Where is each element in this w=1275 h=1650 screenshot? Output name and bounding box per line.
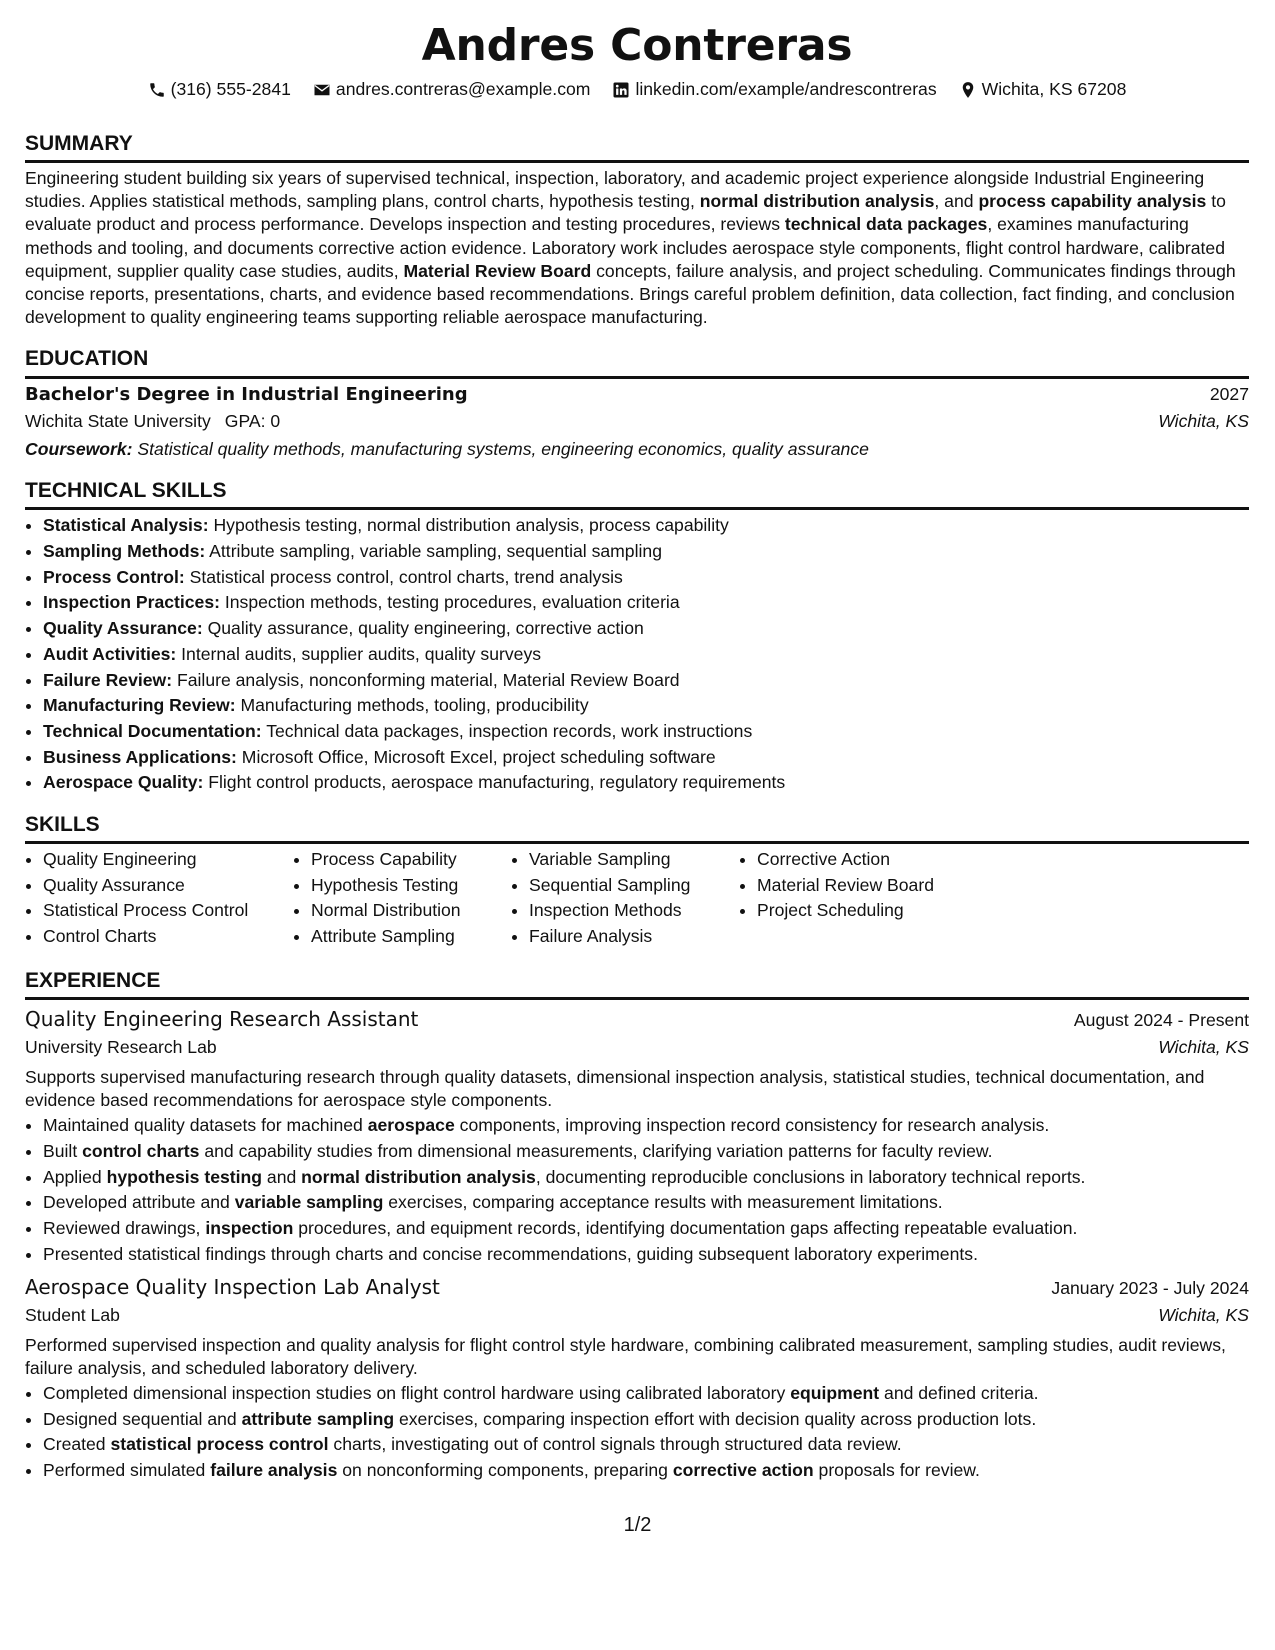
skill-item: • Project Scheduling [757, 899, 1017, 922]
education-heading: EDUCATION [25, 345, 1249, 378]
job-org: University Research Lab [25, 1037, 217, 1058]
school-row [25, 410, 1249, 433]
school-name: Wichita State University [25, 411, 211, 432]
skill-item: • Hypothesis Testing [311, 874, 511, 897]
job-title: Quality Engineering Research Assistant [25, 1007, 419, 1032]
list-item: • Failure Review: Failure analysis, nonconforming material, Material Review Board [43, 669, 1249, 692]
experience-heading: EXPERIENCE [25, 967, 1249, 1000]
email-text: andres.contreras@example.com [335, 79, 591, 100]
job-bullets [25, 1114, 1249, 1266]
job-org-row [25, 1304, 1249, 1327]
summary-part: concepts, failure analysis, and project scheduling. Communicates findings through concise reports, presentations, charts, and evidence based recommendations. Brings careful problem definition, data collection, fact finding, and conclusion development to quality engineering teams supporting reliable aerospace manufacturing. [25, 260, 1236, 328]
contact-phone[interactable] [148, 78, 291, 101]
list-item: • Designed sequential and attribute sampling exercises, comparing inspection effort with decision quality across production lots. [43, 1408, 1249, 1431]
job-header [25, 1274, 1249, 1300]
list-item: • Audit Activities: Internal audits, supplier audits, quality surveys [43, 643, 1249, 666]
job-entry [25, 1274, 1249, 1482]
job-description: Performed supervised inspection and quality analysis for flight control style hardware, combining calibrated measurement, sampling studies, audit reviews, failure analysis, and scheduled laboratory delivery. [25, 1334, 1226, 1378]
skills-column [511, 848, 739, 951]
skills-column [293, 848, 511, 951]
skill-item: • Inspection Methods [529, 899, 739, 922]
phone-text: (316) 555-2841 [170, 79, 291, 100]
skill-item: • Corrective Action [757, 848, 1017, 871]
summary-heading: SUMMARY [25, 130, 1249, 163]
contact-linkedin[interactable] [612, 78, 936, 101]
list-item: • Created statistical process control charts, investigating out of control signals through structured data review. [43, 1433, 1249, 1456]
list-item: • Reviewed drawings, inspection procedures, and equipment records, identifying documentation gaps affecting repeatable evaluation. [43, 1217, 1249, 1240]
summary-bold: process capability analysis [978, 191, 1207, 212]
list-item: • Performed simulated failure analysis on nonconforming components, preparing corrective action proposals for review. [43, 1459, 1249, 1482]
job-location: Wichita, KS [1158, 1037, 1249, 1058]
summary-part: to evaluate product and process performance. Develops inspection and testing procedures, reviews [25, 191, 1226, 235]
summary-bold: technical data packages [784, 214, 988, 235]
skills-column [25, 848, 293, 951]
skill-item: • Material Review Board [757, 874, 1017, 897]
job-dates: August 2024 - Present [1073, 1010, 1249, 1031]
list-item: • Presented statistical findings through charts and concise recommendations, guiding subsequent laboratory experiments. [43, 1243, 1249, 1266]
job-bullets [25, 1382, 1249, 1482]
skill-item: • Sequential Sampling [529, 874, 739, 897]
skills-grid [25, 848, 1249, 951]
summary-part: Engineering student building six years of supervised technical, inspection, laboratory, and academic project experience alongside Industrial Engineering studies. Applies statistical methods, sampling plans, control charts, hypothesis testing, [25, 167, 1205, 212]
list-item: • Sampling Methods: Attribute sampling, variable sampling, sequential sampling [43, 540, 1249, 563]
experience-section [25, 967, 1249, 1483]
skill-item: • Attribute Sampling [311, 925, 511, 948]
list-item: • Developed attribute and variable sampling exercises, comparing acceptance results with measurement limitations. [43, 1191, 1249, 1214]
job-location: Wichita, KS [1158, 1305, 1249, 1326]
contact-email[interactable] [313, 78, 591, 101]
list-item: • Inspection Practices: Inspection methods, testing procedures, evaluation criteria [43, 591, 1249, 614]
list-item: • Applied hypothesis testing and normal distribution analysis, documenting reproducible conclusions in laboratory technical reports. [43, 1166, 1249, 1189]
coursework-text: Statistical quality methods, manufacturing systems, engineering economics, quality assurance [132, 438, 869, 459]
gpa: GPA: 0 [224, 411, 281, 432]
location-text: Wichita, KS 67208 [981, 79, 1127, 100]
linkedin-icon [612, 81, 630, 99]
summary-bold: Material Review Board [403, 260, 592, 281]
list-item: • Aerospace Quality: Flight control products, aerospace manufacturing, regulatory requirements [43, 771, 1249, 794]
skills-heading: SKILLS [25, 811, 1249, 844]
phone-icon [148, 81, 166, 99]
candidate-name: Andres Contreras [421, 20, 853, 71]
skill-item: • Normal Distribution [311, 899, 511, 922]
degree-title: Bachelor's Degree in Industrial Engineering [25, 383, 468, 405]
summary-part: , and [934, 191, 979, 212]
skill-item: • Statistical Process Control [43, 899, 293, 922]
list-item: • Process Control: Statistical process control, control charts, trend analysis [43, 566, 1249, 589]
school-location: Wichita, KS [1158, 411, 1249, 432]
summary-bold: normal distribution analysis [699, 191, 935, 212]
skill-item: • Failure Analysis [529, 925, 739, 948]
map-pin-icon [959, 81, 977, 99]
technical-skills-list [25, 514, 1249, 794]
education-section [25, 345, 1249, 460]
page-number: 1/2 [623, 1514, 652, 1536]
list-item: • Business Applications: Microsoft Office, Microsoft Excel, project scheduling software [43, 746, 1249, 769]
job-org-row [25, 1036, 1249, 1059]
list-item: • Technical Documentation: Technical data packages, inspection records, work instructions [43, 720, 1249, 743]
skill-item: • Quality Engineering [43, 848, 293, 871]
skill-item: • Control Charts [43, 925, 293, 948]
skills-section [25, 811, 1249, 951]
list-item: • Quality Assurance: Quality assurance, quality engineering, corrective action [43, 617, 1249, 640]
job-dates: January 2023 - July 2024 [1051, 1277, 1249, 1298]
summary-part: , examines manufacturing methods and tooling, and documents corrective action evidence. Laboratory work includes aerospace style components, flight control hardware, calibrated equipment, supplier quality case studies, audits, [25, 214, 1225, 281]
envelope-icon [313, 81, 331, 99]
job-entry [25, 1006, 1249, 1266]
skills-column [739, 848, 1017, 951]
skill-item: • Quality Assurance [43, 874, 293, 897]
technical-skills-heading: TECHNICAL SKILLS [25, 477, 1249, 510]
summary-text [25, 167, 1249, 330]
job-description: Supports supervised manufacturing research through quality datasets, dimensional inspection analysis, statistical studies, technical documentation, and evidence based recommendations for aerospace style components. [25, 1066, 1205, 1110]
linkedin-text: linkedin.com/example/andrescontreras [635, 79, 937, 100]
list-item: • Manufacturing Review: Manufacturing methods, tooling, producibility [43, 694, 1249, 717]
coursework [25, 438, 1249, 461]
resume-page [25, 0, 1249, 1485]
coursework-label: Coursework: [25, 438, 133, 459]
job-header [25, 1006, 1249, 1032]
summary-section [25, 130, 1249, 330]
contact-bar [25, 78, 1249, 101]
contact-location [959, 78, 1127, 101]
list-item: • Statistical Analysis: Hypothesis testing, normal distribution analysis, process capability [43, 514, 1249, 537]
list-item: • Maintained quality datasets for machined aerospace components, improving inspection record consistency for research analysis. [43, 1114, 1249, 1137]
degree-row [25, 379, 1249, 407]
job-title: Aerospace Quality Inspection Lab Analyst [25, 1274, 440, 1299]
skill-item: • Process Capability [311, 848, 511, 871]
technical-skills-section [25, 477, 1249, 795]
list-item: • Completed dimensional inspection studies on flight control hardware using calibrated laboratory equipment and defined criteria. [43, 1382, 1249, 1405]
job-org: Student Lab [25, 1305, 120, 1326]
list-item: • Built control charts and capability studies from dimensional measurements, clarifying variation patterns for faculty review. [43, 1140, 1249, 1163]
skill-item: • Variable Sampling [529, 848, 739, 871]
graduation-year: 2027 [1209, 383, 1249, 404]
